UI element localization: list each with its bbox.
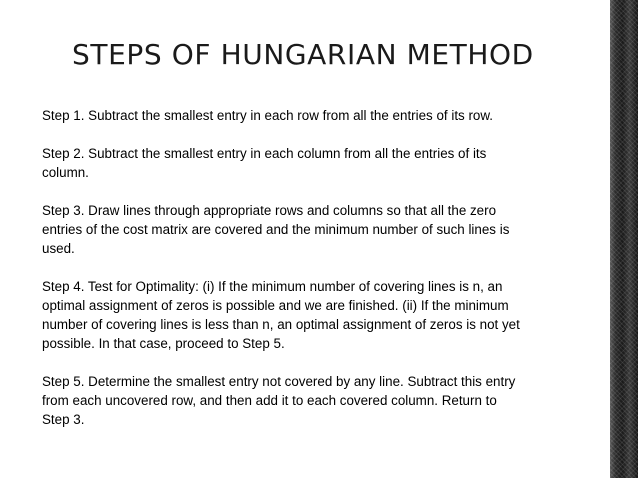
step-2-text: Step 2. Subtract the smallest entry in each column from all the entries of its column.: [42, 146, 487, 180]
steps-list: [42, 106, 520, 448]
slide-title: STEPS OF HUNGARIAN METHOD: [72, 38, 534, 71]
step-3-text: Step 3. Draw lines through appropriate rows and columns so that all the zero entries of the cost matrix are covered and the minimum number of such lines is used.: [42, 203, 510, 256]
step-1-text: Step 1. Subtract the smallest entry in each row from all the entries of its row.: [42, 108, 494, 123]
decorative-side-band: [610, 0, 638, 478]
step-4-text: Step 4. Test for Optimality: (i) If the minimum number of covering lines is n, an optimal assignment of zeros is possible and we are finished. (ii) If the minimum number of covering lines is less than n, an optimal assignment of zeros is not yet possible. In that case, proceed to Step 5.: [42, 279, 520, 351]
step-5-text: Step 5. Determine the smallest entry not covered by any line. Subtract this entry from each uncovered row, and then add it to each covered column. Return to Step 3.: [42, 374, 516, 427]
